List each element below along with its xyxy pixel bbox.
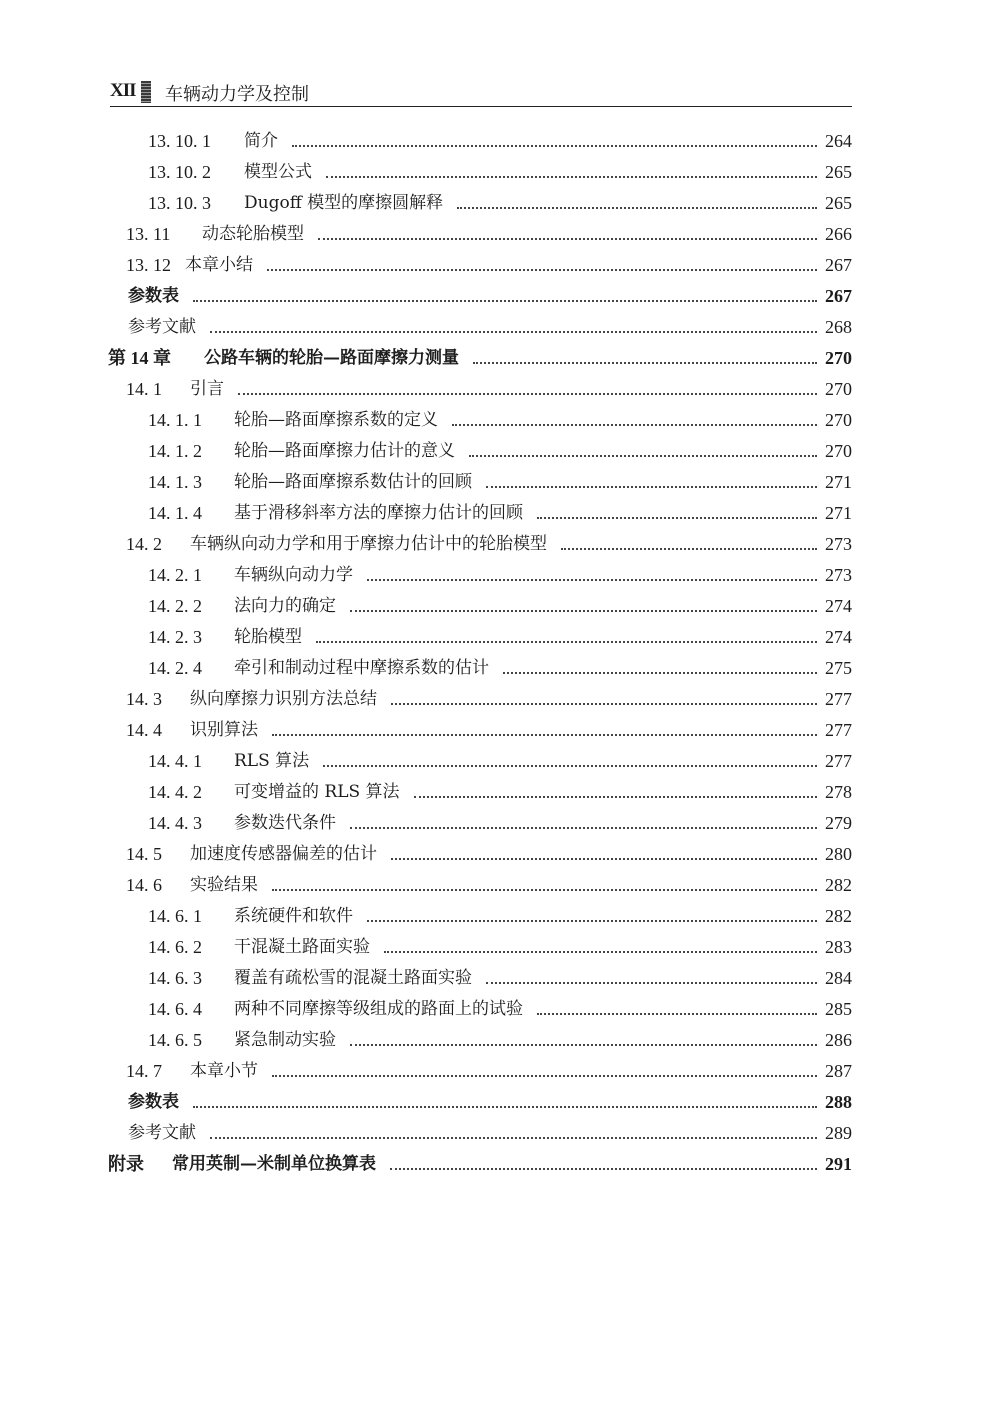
- toc-entry-number: 14. 4: [126, 720, 162, 740]
- toc-entry-title: 轮胎—路面摩擦系数估计的回顾: [234, 472, 472, 492]
- toc-entry: [126, 873, 852, 897]
- toc-entry-title: 牵引和制动过程中摩擦系数的估计: [234, 658, 489, 678]
- toc-entry-number: 13. 10. 3: [148, 193, 211, 213]
- toc-entry-title: 模型公式: [244, 162, 312, 182]
- toc-entry-title: 轮胎—路面摩擦系数的定义: [234, 410, 438, 430]
- dot-leader: [486, 486, 817, 488]
- toc-entry-number: 14. 5: [126, 844, 162, 864]
- toc-entry-number: 14. 6. 4: [148, 999, 202, 1019]
- toc-entry-number: 14. 6. 5: [148, 1030, 202, 1050]
- dot-leader: [272, 889, 817, 891]
- toc-entry-number: 14. 2. 3: [148, 627, 202, 647]
- dot-leader: [193, 1106, 817, 1108]
- toc-entry-title: 可变增益的 RLS 算法: [234, 782, 400, 802]
- toc-entry: [126, 253, 852, 277]
- toc-entry: [148, 191, 852, 215]
- page-folio: XII: [110, 80, 136, 101]
- toc-entry-page: 291: [825, 1154, 852, 1174]
- toc-entry: [148, 563, 852, 587]
- dot-leader: [350, 1044, 817, 1046]
- toc-entry: [148, 997, 852, 1021]
- toc-entry-number: 14. 1: [126, 379, 162, 399]
- toc-entry-title: RLS 算法: [234, 751, 310, 771]
- toc-entry-page: 270: [825, 441, 852, 461]
- toc-entry-title: 紧急制动实验: [234, 1030, 336, 1050]
- toc-entry-page: 270: [825, 410, 852, 430]
- dot-leader: [350, 827, 817, 829]
- toc-entry-page: 277: [825, 751, 852, 771]
- toc-entry-title: 纵向摩擦力识别方法总结: [190, 689, 377, 709]
- toc-entry-page: 268: [825, 317, 852, 337]
- toc-entry-page: 275: [825, 658, 852, 678]
- toc-entry: [148, 966, 852, 990]
- toc-entry-number: 14. 4. 3: [148, 813, 202, 833]
- running-header: [110, 78, 852, 107]
- toc-entry-number: 14. 2. 4: [148, 658, 202, 678]
- header-ornament: [141, 81, 151, 103]
- toc-entry: [148, 811, 852, 835]
- toc-entry-number: 14. 6. 2: [148, 937, 202, 957]
- toc-entry-title: 参考文献: [128, 1123, 196, 1143]
- toc-entry-number: 14. 2: [126, 534, 162, 554]
- toc-entry-page: 285: [825, 999, 852, 1019]
- toc-entry: [148, 749, 852, 773]
- toc-entry-page: 274: [825, 627, 852, 647]
- dot-leader: [452, 424, 817, 426]
- toc-entry-title: Dugoff 模型的摩擦圆解释: [244, 193, 444, 213]
- toc-entry-page: 282: [825, 906, 852, 926]
- dot-leader: [561, 548, 817, 550]
- toc-entry-number: 附录: [108, 1154, 144, 1174]
- dot-leader: [238, 393, 817, 395]
- toc-entry-page: 277: [825, 720, 852, 740]
- dot-leader: [350, 610, 817, 612]
- toc-entry-title: 两种不同摩擦等级组成的路面上的试验: [234, 999, 523, 1019]
- toc-entry-title: 公路车辆的轮胎—路面摩擦力测量: [204, 348, 459, 368]
- dot-leader: [457, 207, 817, 209]
- toc-entry-page: 289: [825, 1123, 852, 1143]
- toc-entry-title: 实验结果: [190, 875, 258, 895]
- toc-entry-page: 265: [825, 193, 852, 213]
- toc-entry: [148, 935, 852, 959]
- toc-entry-number: 13. 12: [126, 255, 171, 275]
- dot-leader: [367, 920, 817, 922]
- dot-leader: [318, 238, 817, 240]
- dot-leader: [384, 951, 817, 953]
- dot-leader: [210, 1137, 817, 1139]
- toc-entry: [128, 1090, 852, 1114]
- toc-entry-number: 13. 11: [126, 224, 171, 244]
- toc-entry-page: 283: [825, 937, 852, 957]
- toc-entry: [148, 129, 852, 153]
- toc-entry-title: 车辆纵向动力学和用于摩擦力估计中的轮胎模型: [190, 534, 547, 554]
- dot-leader: [210, 331, 817, 333]
- toc-entry-number: 14. 1. 2: [148, 441, 202, 461]
- toc-entry-page: 271: [825, 472, 852, 492]
- toc-entry-title: 法向力的确定: [234, 596, 336, 616]
- dot-leader: [267, 269, 817, 271]
- toc-entry-number: 14. 1. 4: [148, 503, 202, 523]
- dot-leader: [326, 176, 817, 178]
- toc-entry: [108, 1152, 852, 1176]
- toc-entry-page: 265: [825, 162, 852, 182]
- toc-entry: [148, 470, 852, 494]
- toc-entry-page: 288: [825, 1092, 852, 1112]
- toc-entry: [126, 1059, 852, 1083]
- toc-entry: [126, 532, 852, 556]
- toc-entry-page: 280: [825, 844, 852, 864]
- toc-entry-title: 覆盖有疏松雪的混凝土路面实验: [234, 968, 472, 988]
- toc-entry-page: 282: [825, 875, 852, 895]
- toc-entry-page: 277: [825, 689, 852, 709]
- dot-leader: [414, 796, 817, 798]
- toc-entry-title: 本章小结: [185, 255, 253, 275]
- toc-entry-page: 267: [825, 286, 852, 306]
- toc-entry-number: 第 14 章: [108, 348, 171, 368]
- toc-entry-title: 识别算法: [190, 720, 258, 740]
- dot-leader: [316, 641, 817, 643]
- toc-entry-title: 参数表: [128, 286, 179, 306]
- toc-entry-page: 270: [825, 379, 852, 399]
- toc-entry-page: 270: [825, 348, 852, 368]
- toc-entry-number: 14. 1. 1: [148, 410, 202, 430]
- toc-entry: [126, 842, 852, 866]
- toc-entry: [148, 625, 852, 649]
- toc-entry-title: 干混凝土路面实验: [234, 937, 370, 957]
- toc-entry-title: 动态轮胎模型: [202, 224, 304, 244]
- dot-leader: [503, 672, 817, 674]
- toc-entry: [126, 222, 852, 246]
- toc-entry-number: 14. 3: [126, 689, 162, 709]
- toc-entry-title: 参考文献: [128, 317, 196, 337]
- toc-entry: [148, 1028, 852, 1052]
- dot-leader: [323, 765, 817, 767]
- toc-entry-number: 14. 4. 1: [148, 751, 202, 771]
- toc-entry: [148, 501, 852, 525]
- dot-leader: [272, 1075, 817, 1077]
- dot-leader: [473, 362, 817, 364]
- toc-entry-page: 278: [825, 782, 852, 802]
- toc-entry-title: 加速度传感器偏差的估计: [190, 844, 377, 864]
- dot-leader: [272, 734, 817, 736]
- toc-entry-page: 264: [825, 131, 852, 151]
- toc-entry: [126, 687, 852, 711]
- toc-entry-title: 参数表: [128, 1092, 179, 1112]
- toc-entry-page: 287: [825, 1061, 852, 1081]
- dot-leader: [391, 858, 817, 860]
- dot-leader: [193, 300, 817, 302]
- toc-entry: [108, 346, 852, 370]
- toc-entry-number: 14. 7: [126, 1061, 162, 1081]
- dot-leader: [537, 1013, 817, 1015]
- toc-entry-number: 14. 2. 2: [148, 596, 202, 616]
- toc-entry: [126, 718, 852, 742]
- toc-entry: [128, 284, 852, 308]
- toc-entry: [148, 439, 852, 463]
- toc-entry-number: 13. 10. 2: [148, 162, 211, 182]
- book-title: 车辆动力学及控制: [165, 84, 309, 105]
- toc-entry-page: 273: [825, 534, 852, 554]
- toc-entry-page: 274: [825, 596, 852, 616]
- toc-entry: [126, 377, 852, 401]
- toc-entry-page: 273: [825, 565, 852, 585]
- dot-leader: [537, 517, 817, 519]
- toc-entry-number: 14. 4. 2: [148, 782, 202, 802]
- toc-entry: [128, 315, 852, 339]
- dot-leader: [486, 982, 817, 984]
- toc-entry-title: 常用英制—米制单位换算表: [172, 1154, 376, 1174]
- toc-entry: [148, 780, 852, 804]
- toc-entry-title: 轮胎—路面摩擦力估计的意义: [234, 441, 455, 461]
- toc-entry: [128, 1121, 852, 1145]
- toc-entry-title: 基于滑移斜率方法的摩擦力估计的回顾: [234, 503, 523, 523]
- toc-entry-title: 参数迭代条件: [234, 813, 336, 833]
- toc-entry-number: 14. 6: [126, 875, 162, 895]
- toc-entry: [148, 408, 852, 432]
- toc-entry-number: 14. 6. 1: [148, 906, 202, 926]
- toc-entry-page: 286: [825, 1030, 852, 1050]
- toc-entry-title: 本章小节: [190, 1061, 258, 1081]
- dot-leader: [391, 703, 817, 705]
- dot-leader: [292, 145, 817, 147]
- toc-entry-title: 车辆纵向动力学: [234, 565, 353, 585]
- toc-entry: [148, 160, 852, 184]
- dot-leader: [390, 1168, 817, 1170]
- toc-entry: [148, 594, 852, 618]
- toc-entry-number: 14. 6. 3: [148, 968, 202, 988]
- dot-leader: [469, 455, 817, 457]
- toc-entry-number: 13. 10. 1: [148, 131, 211, 151]
- toc-entry-number: 14. 2. 1: [148, 565, 202, 585]
- dot-leader: [367, 579, 817, 581]
- toc-entry: [148, 904, 852, 928]
- toc-entry-page: 267: [825, 255, 852, 275]
- toc-entry: [148, 656, 852, 680]
- toc-entry-title: 系统硬件和软件: [234, 906, 353, 926]
- toc-entry-number: 14. 1. 3: [148, 472, 202, 492]
- toc-entry-page: 271: [825, 503, 852, 523]
- toc-entry-page: 266: [825, 224, 852, 244]
- toc-entry-title: 引言: [190, 379, 224, 399]
- toc-entry-title: 简介: [244, 131, 278, 151]
- toc-entry-page: 279: [825, 813, 852, 833]
- toc-entry-page: 284: [825, 968, 852, 988]
- toc-entry-title: 轮胎模型: [234, 627, 302, 647]
